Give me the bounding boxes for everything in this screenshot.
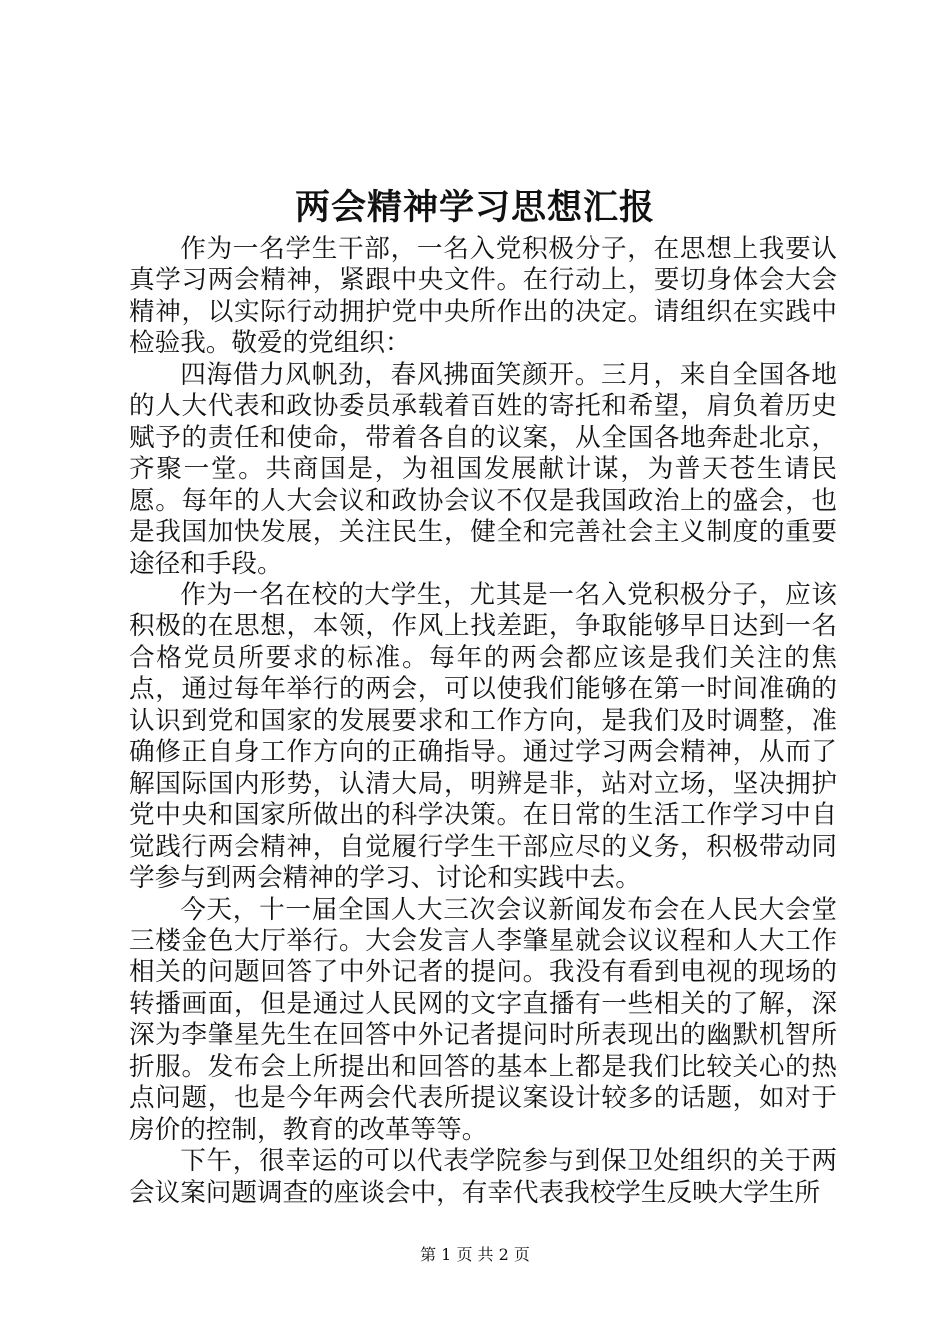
paragraph: 今天，十一届全国人大三次会议新闻发布会在人民大会堂三楼金色大厅举行。大会发言人李肇星就会议议程和人大工作相关的问题回答了中外记者的提问。我没有看到电视的现场的转播画面，但是通过人民网的文字直播有一些相关的了解，深深为李肇星先生在回答中外记者提问时所表现出的幽默机智所折服。发布会上所提出和回答的基本上都是我们比较关心的热点问题，也是今年两会代表所提议案设计较多的话题，如对于房价的控制，教育的改革等等。 (129, 894, 837, 1145)
document-title: 两会精神学习思想汇报 (294, 187, 655, 228)
paragraph: 下午，很幸运的可以代表学院参与到保卫处组织的关于两会议案问题调查的座谈会中，有幸代表我校学生反映大学生所 (129, 1146, 837, 1208)
document-body (129, 234, 837, 1209)
paragraph: 作为一名学生干部，一名入党积极分子，在思想上我要认真学习两会精神，紧跟中央文件。在行动上，要切身体会大会精神，以实际行动拥护党中央所作出的决定。请组织在实践中检验我。敬爱的党组织： (129, 234, 837, 359)
page-footer: 第 1 页 共 2 页 (420, 1245, 530, 1264)
paragraph: 作为一名在校的大学生，尤其是一名入党积极分子，应该积极的在思想，本领，作风上找差距，争取能够早日达到一名合格党员所要求的标准。每年的两会都应该是我们关注的焦点，通过每年举行的两会，可以使我们能够在第一时间准确的认识到党和国家的发展要求和工作方向，是我们及时调整，准确修正自身工作方向的正确指导。通过学习两会精神，从而了解国际国内形势，认清大局，明辨是非，站对立场，坚决拥护党中央和国家所做出的科学决策。在日常的生活工作学习中自觉践行两会精神，自觉履行学生干部应尽的义务，积极带动同学参与到两会精神的学习、讨论和实践中去。 (129, 579, 837, 894)
paragraph: 四海借力风帆劲，春风拂面笑颜开。三月，来自全国各地的人大代表和政协委员承载着百姓的寄托和希望，肩负着历史赋予的责任和使命，带着各自的议案，从全国各地奔赴北京，齐聚一堂。共商国是，为祖国发展献计谋，为普天苍生请民愿。每年的人大会议和政协会议不仅是我国政治上的盛会，也是我国加快发展，关注民生，健全和完善社会主义制度的重要途径和手段。 (129, 359, 837, 579)
